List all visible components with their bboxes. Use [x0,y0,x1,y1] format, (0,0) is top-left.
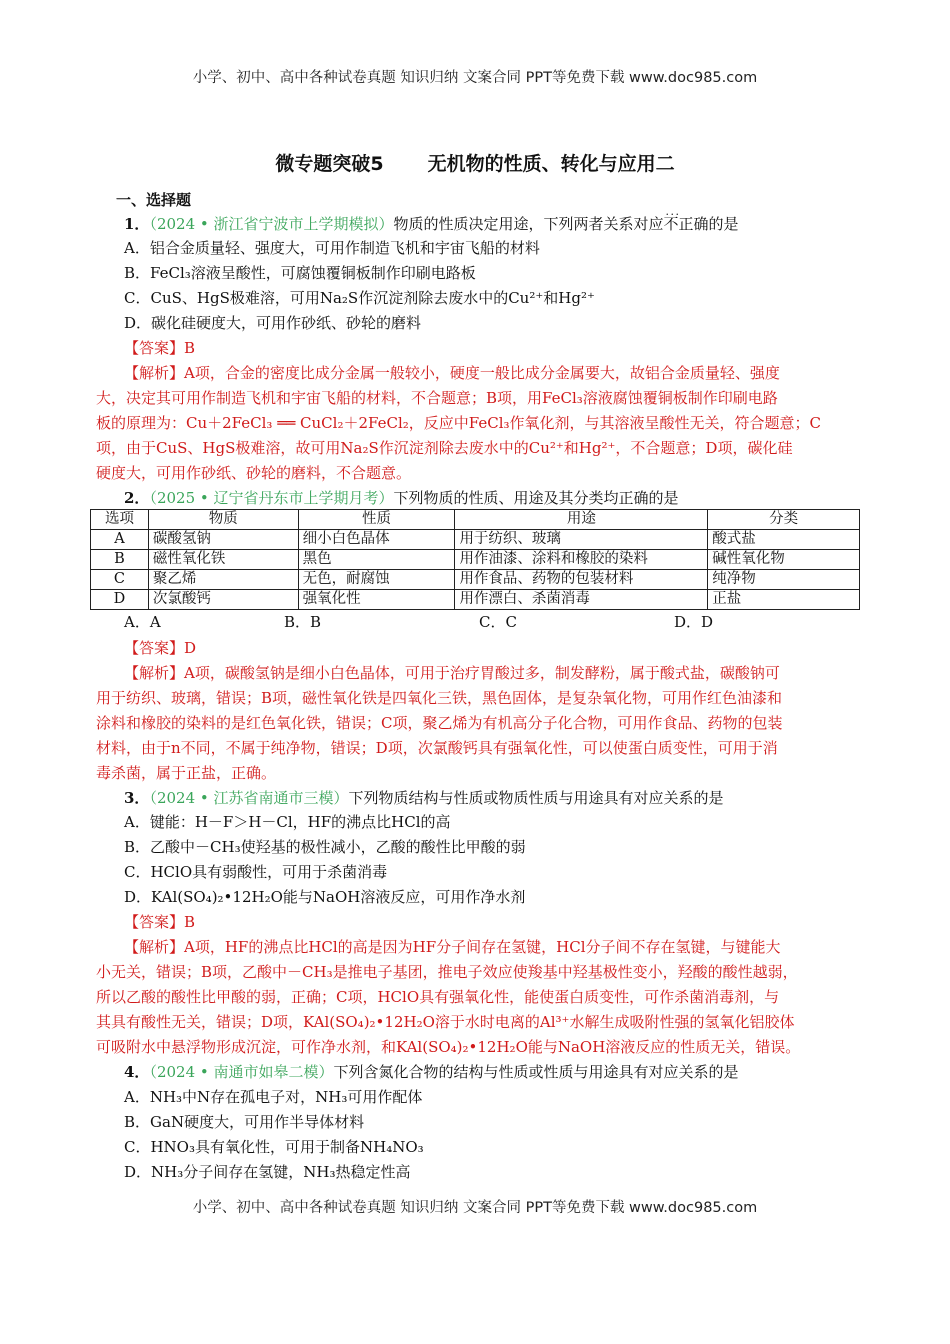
q2-source: （2025 • 辽宁省丹东市上学期月考） [149,489,394,507]
q2-option-a: A．A [124,613,161,631]
q2-stem [124,488,894,508]
q4-source: （2024 • 南通市如皋二模） [149,1063,334,1081]
q1-explanation-2: 大，决定其可用作制造飞机和宇宙飞船的材料，不合题意；B项，用FeCl₃溶液腐蚀覆铜板制作印刷电路 [96,389,778,407]
table-header: 物质 [148,510,298,530]
table-header: 选项 [91,510,149,530]
table-cell: 正盐 [708,590,860,610]
table-cell: D [91,590,149,610]
q3-explanation-1: 【解析】A项，HF的沸点比HCl的高是因为HF分子间存在氢键，HCl分子间不存在氢键，与键能大 [124,938,781,956]
title-right: 无机物的性质、转化与应用二 [427,153,675,175]
q2-explanation-5: 毒杀菌，属于正盐，正确。 [96,764,277,782]
q2-explanation-4: 材料，由于n不同，不属于纯净物，错误；D项，次氯酸钙具有强氧化性，可以使蛋白质变性，可用于消 [96,739,778,757]
q3-explanation-2: 小无关，错误；B项，乙酸中－CH₃是推电子基团，推电子效应使羧基中羟基极性变小，羟酸的酸性越弱， [96,963,798,981]
q3-explanation-4: 其具有酸性无关，错误；D项，KAl(SO₄)₂•12H₂O溶于水时电离的Al³⁺水解生成吸附性强的氢氧化铝胶体 [96,1013,795,1031]
q1-answer: 【答案】B [124,339,196,357]
section-heading: 一、选择题 [116,191,192,209]
q4-stem-text: 下列含氮化合物的结构与性质或性质与用途具有对应关系的是 [333,1063,739,1081]
q1-option-c: C．CuS、HgS极难溶，可用Na₂S作沉淀剂除去废水中的Cu²⁺和Hg²⁺ [124,289,595,307]
q2-answer: 【答案】D [124,639,197,657]
table-row [91,570,860,590]
table-cell: 纯净物 [708,570,860,590]
page-header: 小学、初中、高中各种试卷真题 知识归纳 文案合同 PPT等免费下载 www.doc985.com [192,70,758,86]
table-header: 用途 [455,510,708,530]
q3-stem-text: 下列物质结构与性质或物质性质与用途具有对应关系的是 [348,789,724,807]
q4-option-b: B．GaN硬度大，可用作半导体材料 [124,1113,365,1131]
q1-explanation-4: 项，由于CuS、HgS极难溶，故可用Na₂S作沉淀剂除去废水中的Cu²⁺和Hg²⁺，不合题意；D项，碳化硅 [96,439,793,457]
q2-stem-text: 下列物质的性质、用途及其分类均正确的是 [393,489,679,507]
table-cell: 次氯酸钙 [148,590,298,610]
q3-option-a: A．键能：H－F＞H－Cl，HF的沸点比HCl的高 [124,813,451,831]
q1-explanation-3: 板的原理为：Cu＋2FeCl₃ ══ CuCl₂＋2FeCl₂，反应中FeCl₃作氧化剂，与其溶液呈酸性无关，符合题意；C [96,414,821,432]
table-cell: B [91,550,149,570]
table-cell: 用作油漆、涂料和橡胶的染料 [455,550,708,570]
q3-explanation-3: 所以乙酸的酸性比甲酸的弱，正确；C项，HClO具有强氧化性，能使蛋白质变性，可作杀菌消毒剂，与 [96,988,780,1006]
table-row [91,590,860,610]
table-cell: 用于纺织、玻璃 [455,530,708,550]
q3-source: （2024 • 江苏省南通市三模） [149,789,349,807]
table-cell: 碳酸氢钠 [148,530,298,550]
q1-option-b: B．FeCl₃溶液呈酸性，可腐蚀覆铜板制作印刷电路板 [124,264,476,282]
q4-option-d: D．NH₃分子间存在氢键，NH₃热稳定性高 [124,1163,411,1181]
q2-option-d: D．D [674,613,714,631]
table-cell: 强氧化性 [298,590,455,610]
q3-option-d: D．KAl(SO₄)₂•12H₂O能与NaOH溶液反应，可用作净水剂 [124,888,526,906]
q1-number: 1． [124,215,150,233]
q1-stem [124,214,894,234]
q2-explanation-2: 用于纺织、玻璃，错误；B项，磁性氧化铁是四氧化三铁，黑色固体，是复杂氧化物，可用作红色油漆和 [96,689,783,707]
q1-stem-a: 物质的性质决定用途，下列两者关系对应 [393,215,664,233]
page-title [0,149,950,176]
q2-number: 2． [124,489,150,507]
table-cell: 黑色 [298,550,455,570]
title-left: 微专题突破5 [275,153,384,175]
q1-stem-c: 的是 [708,215,739,233]
table-cell: 用作食品、药物的包装材料 [455,570,708,590]
table-cell: 细小白色晶体 [298,530,455,550]
q2-explanation-3: 涂料和橡胶的染料的是红色氧化铁，错误；C项，聚乙烯为有机高分子化合物，可用作食品、药物的包装 [96,714,783,732]
q2-option-b: B．B [284,613,322,631]
q4-option-c: C．HNO₃具有氧化性，可用于制备NH₄NO₃ [124,1138,424,1156]
q1-source: （2024 • 浙江省宁波市上学期模拟） [149,215,394,233]
table-cell: C [91,570,149,590]
q1-option-a: A．铝合金质量轻、强度大，可用作制造飞机和宇宙飞船的材料 [124,239,540,257]
q3-stem [124,788,894,808]
q2-option-c: C．C [479,613,517,631]
table-header: 分类 [708,510,860,530]
q1-explanation-1: 【解析】A项，合金的密度比成分金属一般较小，硬度一般比成分金属要大，故铝合金质量轻、强度 [124,364,780,382]
table-cell: A [91,530,149,550]
page-footer: 小学、初中、高中各种试卷真题 知识归纳 文案合同 PPT等免费下载 www.doc985.com [192,1200,758,1216]
q3-number: 3． [124,789,150,807]
q2-table [90,509,860,610]
table-cell: 无色，耐腐蚀 [298,570,455,590]
table-cell: 聚乙烯 [148,570,298,590]
table-cell: 碱性氧化物 [708,550,860,570]
q1-option-d: D．碳化硅硬度大，可用作砂纸、砂轮的磨料 [124,314,422,332]
q1-emphasis: · · · 不正确 [664,215,709,233]
q3-explanation-5: 可吸附水中悬浮物形成沉淀，可作净水剂，和KAl(SO₄)₂•12H₂O能与NaOH溶液反应的性质无关，错误。 [96,1038,801,1056]
table-header-row [91,510,860,530]
table-row [91,530,860,550]
q3-answer: 【答案】B [124,913,196,931]
q4-number: 4． [124,1063,150,1081]
table-header: 性质 [298,510,455,530]
table-cell: 酸式盐 [708,530,860,550]
q1-explanation-5: 硬度大，可用作砂纸、砂轮的磨料，不合题意。 [96,464,412,482]
table-cell: 用作漂白、杀菌消毒 [455,590,708,610]
q2-explanation-1: 【解析】A项，碳酸氢钠是细小白色晶体，可用于治疗胃酸过多，制发酵粉，属于酸式盐，碳酸钠可 [124,664,780,682]
q3-option-b: B．乙酸中－CH₃使羟基的极性减小，乙酸的酸性比甲酸的弱 [124,838,526,856]
table-cell: 磁性氧化铁 [148,550,298,570]
q3-option-c: C．HClO具有弱酸性，可用于杀菌消毒 [124,863,388,881]
q4-option-a: A．NH₃中N存在孤电子对，NH₃可用作配体 [124,1088,423,1106]
table-row [91,550,860,570]
q4-stem [124,1062,894,1082]
